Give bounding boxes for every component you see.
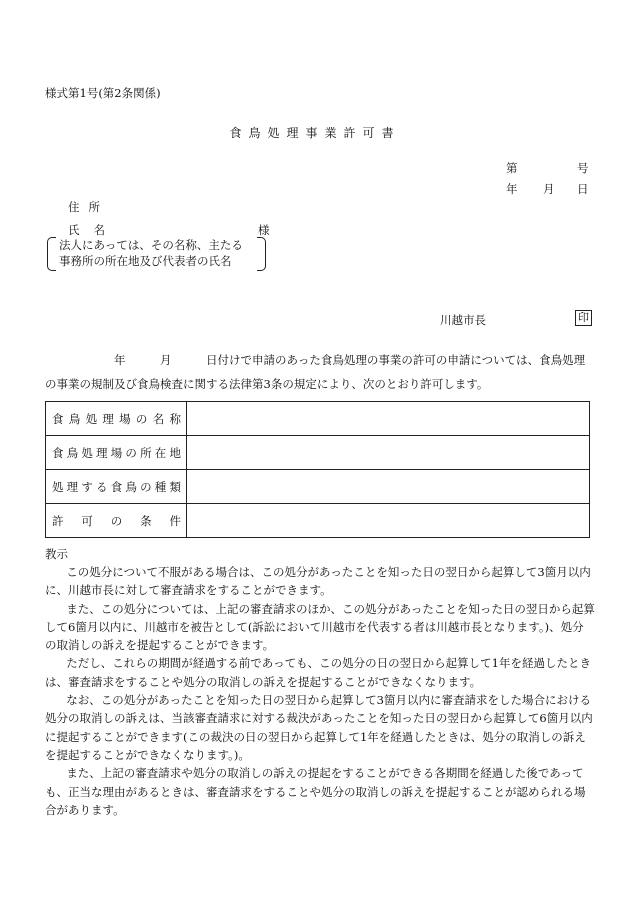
notice-heading: 教示 (45, 547, 68, 561)
notice-paragraph: また、この処分については、上記の審査請求のほか、この処分があったことを知った日の翌日から起算して6箇月以内に、川越市を被告として(訴訟において川越市を代表する者は川越市長となります。)、処分の取消しの訴えを提起することができます。 (45, 601, 595, 653)
notice-paragraph: なお、この処分があったことを知った日の翌日から起算して3箇月以内に審査請求をした場合における処分の取消しの訴えは、当該審査請求に対する裁決があったことを知った日の翌日から起算して6箇月以内に提起することができます(この裁決の日の翌日から起算して1年を経過したときは、処分の取消しの訴えを提起することができなくなります。)。 (45, 693, 593, 762)
table-row (46, 436, 590, 470)
row-value-facility-location (187, 436, 590, 470)
row-value-facility-name (187, 402, 590, 436)
name-label: 氏名 (68, 223, 119, 237)
honorific: 様 (258, 223, 270, 237)
date-month-label: 月 (543, 182, 555, 196)
row-label-poultry-type: 処理する食鳥の種類 (46, 470, 187, 504)
row-label-facility-name: 食鳥処理場の名称 (46, 402, 187, 436)
row-label-facility-location: 食鳥処理場の所在地 (46, 436, 187, 470)
notice-body (45, 563, 595, 819)
issuer-mayor: 川越市長 (440, 313, 486, 327)
left-bracket (47, 237, 56, 271)
number-prefix: 第 (506, 161, 518, 175)
address-label: 住所 (68, 200, 109, 214)
table-row (46, 402, 590, 436)
table-row (46, 504, 590, 538)
right-bracket (257, 237, 266, 271)
seal-mark: 印 (575, 310, 592, 326)
row-value-poultry-type (187, 470, 590, 504)
row-label-conditions: 許可の条件 (46, 504, 187, 538)
notice-paragraph: この処分について不服がある場合は、この処分があったことを知った日の翌日から起算して3箇月以内に、川越市長に対して審査請求をすることができます。 (45, 565, 591, 598)
number-suffix: 号 (577, 161, 589, 175)
corporate-note-line2: 事務所の所在地及び代表者の氏名 (59, 254, 232, 268)
notice-paragraph: また、上記の審査請求や処分の取消しの訴えの提起をすることができる各期間を経過した後であっても、正当な理由があるときは、審査請求をすることや処分の取消しの訴えを提起することが認められる場合があります。 (45, 766, 586, 817)
permit-statement: 年 月 日付けで申請のあった食鳥処理の事業の許可の申請については、食鳥処理の事業の規制及び食鳥検査に関する法律第3条の規定により、次のとおり許可します。 (45, 353, 586, 391)
notice-paragraph: ただし、これらの期間が経過する前であっても、この処分の日の翌日から起算して1年を経過したときは、審査請求をすることや処分の取消しの訴えを提起することができなくなります。 (45, 656, 591, 689)
row-value-conditions (187, 504, 590, 538)
date-day-label: 日 (577, 182, 589, 196)
table-row (46, 470, 590, 504)
document-title: 食鳥処理事業許可書 (229, 126, 401, 140)
form-number: 様式第1号(第2条関係) (45, 86, 161, 100)
permit-details-table (45, 401, 590, 538)
corporate-note-line1: 法人にあっては、その名称、主たる (59, 238, 243, 252)
date-year-label: 年 (506, 182, 518, 196)
